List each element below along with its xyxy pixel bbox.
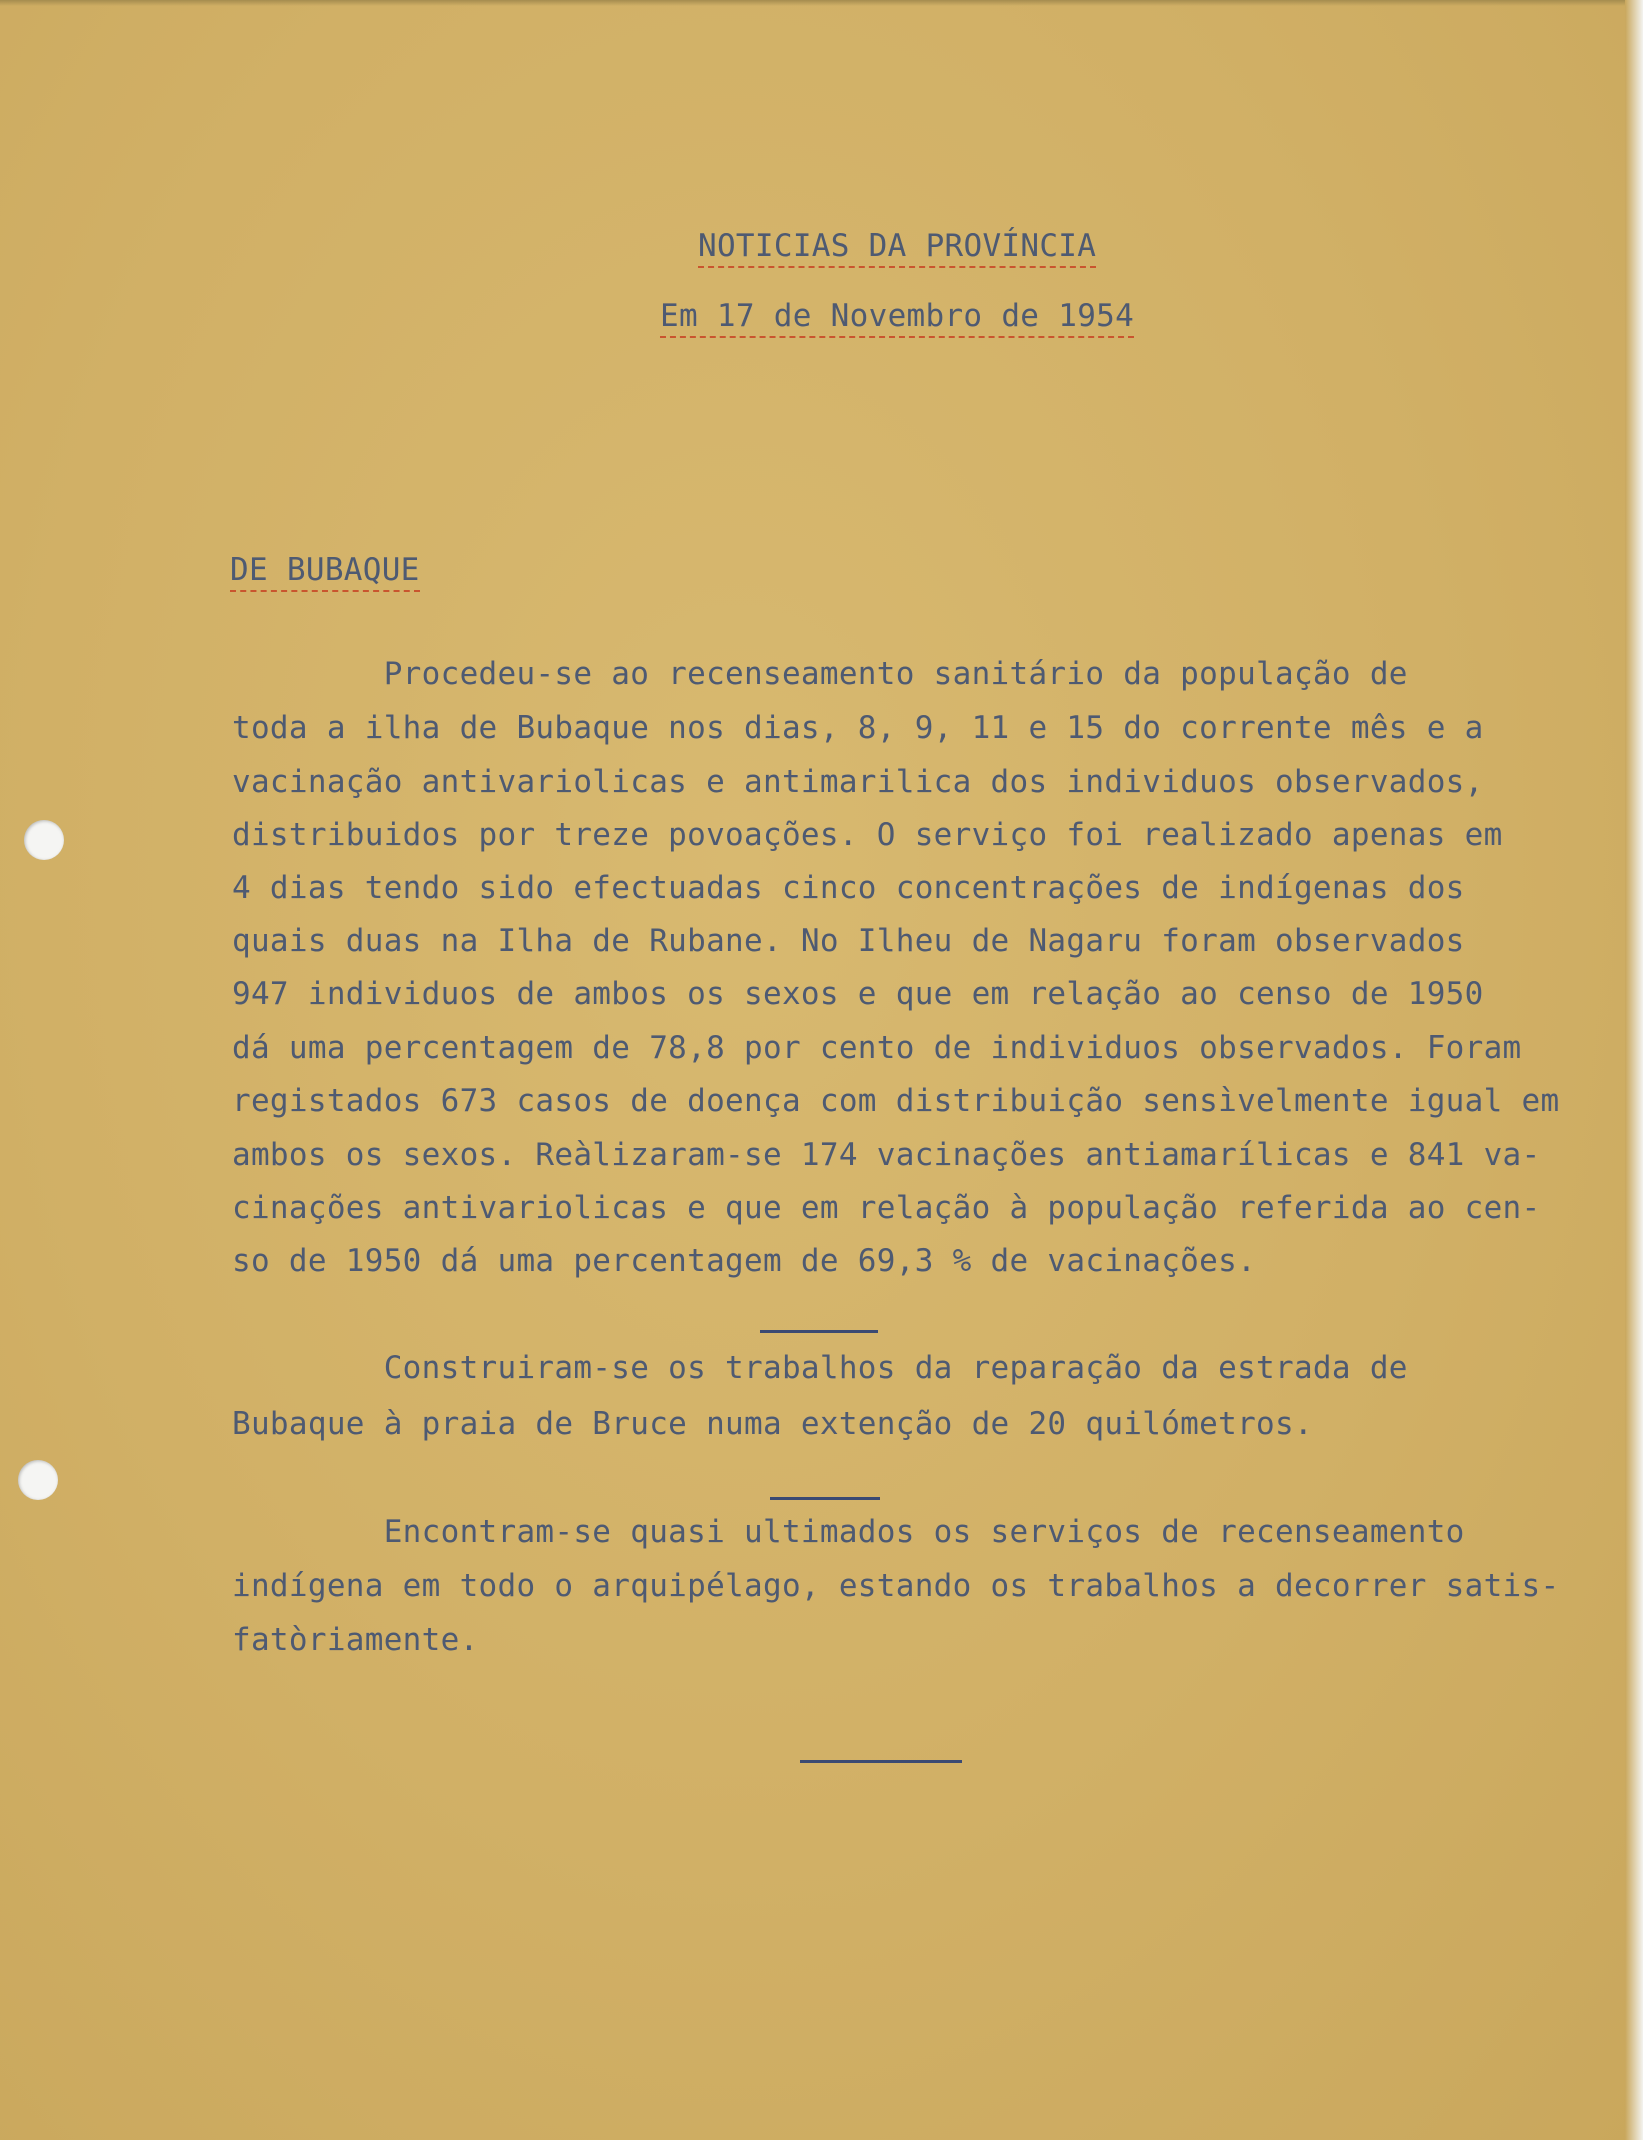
paragraph-1-line: so de 1950 dá uma percentagem de 69,3 % de vacinações.: [232, 1243, 1257, 1279]
paragraph-1-line: ambos os sexos. Reàlizaram-se 174 vacinações antiamarílicas e 841 va-: [232, 1137, 1541, 1173]
paragraph-3-line: indígena em todo o arquipélago, estando os trabalhos a decorrer satis-: [232, 1568, 1560, 1604]
paragraph-1-line: 4 dias tendo sido efectuadas cinco concentrações de indígenas dos: [232, 870, 1465, 906]
punch-hole-upper: [24, 820, 64, 860]
paragraph-1-line: distribuidos por treze povoações. O serviço foi realizado apenas em: [232, 817, 1503, 853]
paragraph-2-line: Construiram-se os trabalhos da reparação da estrada de: [232, 1350, 1408, 1386]
section-divider: [770, 1497, 880, 1500]
paragraph-1-line: 947 individuos de ambos os sexos e que em relação ao censo de 1950: [232, 976, 1484, 1012]
paragraph-1-line: vacinação antivariolicas e antimarilica dos individuos observados,: [232, 764, 1484, 800]
paragraph-1-line: cinações antivariolicas e que em relação à população referida ao cen-: [232, 1190, 1541, 1226]
paragraph-1-line: registados 673 casos de doença com distribuição sensìvelmente igual em: [232, 1083, 1560, 1119]
paragraph-1-line: toda a ilha de Bubaque nos dias, 8, 9, 11 e 15 do corrente mês e a: [232, 710, 1484, 746]
document-date: Em 17 de Novembro de 1954: [660, 298, 1134, 338]
paragraph-3-line: fatòriamente.: [232, 1622, 479, 1658]
page-right-edge: [1625, 0, 1643, 2140]
section-heading: DE BUBAQUE: [230, 552, 420, 592]
punch-hole-lower: [18, 1460, 58, 1500]
paragraph-1-line: quais duas na Ilha de Rubane. No Ilheu de Nagaru foram observados: [232, 923, 1465, 959]
paragraph-3-line: Encontram-se quasi ultimados os serviços de recenseamento: [232, 1514, 1465, 1550]
paragraph-1-line: dá uma percentagem de 78,8 por cento de individuos observados. Foram: [232, 1030, 1522, 1066]
closing-rule: [800, 1760, 962, 1763]
paragraph-2-line: Bubaque à praia de Bruce numa extenção de 20 quilómetros.: [232, 1406, 1313, 1442]
document-title: NOTICIAS DA PROVÍNCIA: [698, 228, 1096, 268]
page-top-edge: [0, 0, 1643, 6]
section-divider: [760, 1330, 878, 1333]
paragraph-1-line: Procedeu-se ao recenseamento sanitário da população de: [232, 656, 1408, 692]
